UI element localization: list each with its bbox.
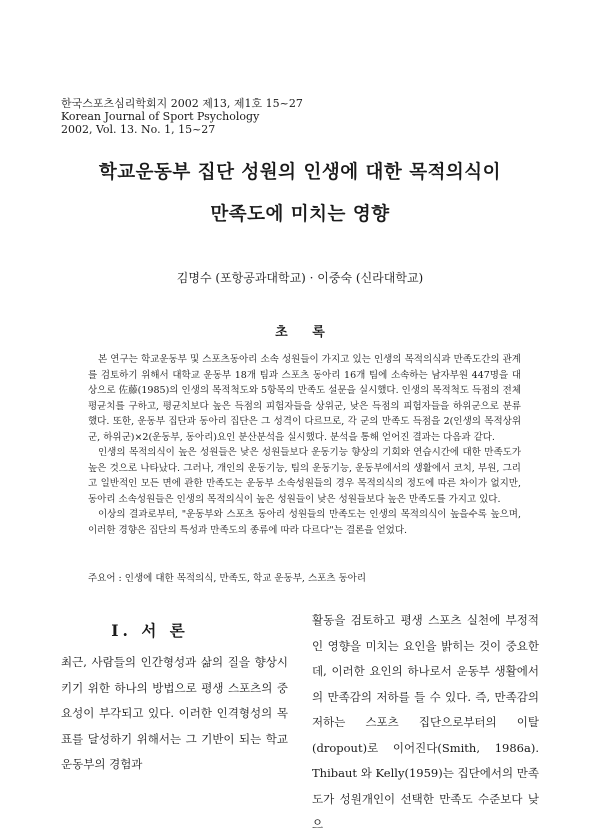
abstract-paragraph-3: 이상의 결과로부터, "운동부와 스포츠 동아리 성원들의 만족도는 인생의 목적의식이 높을수록 높으며, 이러한 경향은 집단의 특성과 만족도의 종류에 따라 다르다"는 결론을 얻었다. [88,509,521,536]
intro-right-paragraph: 활동을 검토하고 평생 스포츠 실천에 부정적인 영향을 미치는 요인을 밝히는 것이 중요한데, 이러한 요인의 하나로서 운동부 생활에서의 만족감의 저하를 들 수 있다. 즉, 만족감의 저하는 스포츠 집단으로부터의 이탈(dropout)로 이어진다(Smith, 1986a). Thibaut 와 Kelly(1959)는 집단에서의 만족도가 성원개인이 선택한 만족도 수준보다 낮으 [312,613,539,831]
intro-left-column [61,650,288,778]
intro-right-column [312,608,539,838]
paper-title-line-2: 만족도에 미치는 영향 [210,204,390,225]
authors: 김명수 (포항공과대학교) · 이중숙 (신라대학교) [176,271,424,285]
abstract-paragraph-1: 본 연구는 학교운동부 및 스포츠동아리 소속 성원들이 가지고 있는 인생의 목적의식과 만족도간의 관계를 검토하기 위해서 대학교 운동부 18개 팀과 스포츠 동아리 16개 팀에 소속하는 남자부원 447명을 대상으로 佐藤(1985)의 인생의 목적척도와 5항목의 만족도 설문을 실시했다. 인생의 목적척도 득점의 전체 평균치를 구하고, 평균치보다 높은 득점의 피험자들을 상위군, 낮은 득점의 피험자들을 하위군으로 분류했다. 또한, 운동부 집단과 동아리 집단은 그 성격이 다르므로, 각 군의 만족도 득점을 2(인생의 목적상위군, 하위군)×2(운동부, 동아리)요인 분산분석을 실시했다. 분석을 통해 얻어진 결과는 다음과 같다. [88,354,521,443]
header-line-volume: 2002, Vol. 13. No. 1, 15~27 [61,123,216,136]
intro-left-paragraph: 최근, 사람들의 인간형성과 삶의 질을 향상시키기 위한 하나의 방법으로 평생 스포츠의 중요성이 부각되고 있다. 이러한 인격형성의 목표를 달성하기 위해서는 그 기반이 되는 학교운동부의 경험과 [61,655,288,771]
abstract-paragraph-2: 인생의 목적의식이 높은 성원들은 낮은 성원들보다 운동기능 향상의 기회와 연습시간에 대한 만족도가 높은 것으로 나타났다. 그러나, 개인의 운동기능, 팀의 운동기능, 운동부에서의 생활에서 코치, 부원, 그리고 일반적인 모든 면에 관한 만족도는 운동부 소속성원들의 경우 목적의식의 정도에 따른 차이가 없지만, 동아리 소속성원들은 인생의 목적의식이 높은 성원들이 낮은 성원들보다 높은 만족도를 가지고 있다. [88,447,521,505]
abstract-body [88,352,521,538]
header-line-korean: 한국스포츠심리학회지 2002 제13, 제1호 15~27 [61,97,303,110]
journal-header [61,97,303,136]
keywords: 주요어 : 인생에 대한 목적의식, 만족도, 학교 운동부, 스포츠 동아리 [88,573,367,584]
header-line-english: Korean Journal of Sport Psychology [61,110,260,123]
section-title-introduction: Ⅰ. 서 론 [111,621,189,640]
abstract-heading: 초 록 [275,325,335,340]
paper-title-line-1: 학교운동부 집단 성원의 인생에 대한 목적의식이 [98,162,502,183]
